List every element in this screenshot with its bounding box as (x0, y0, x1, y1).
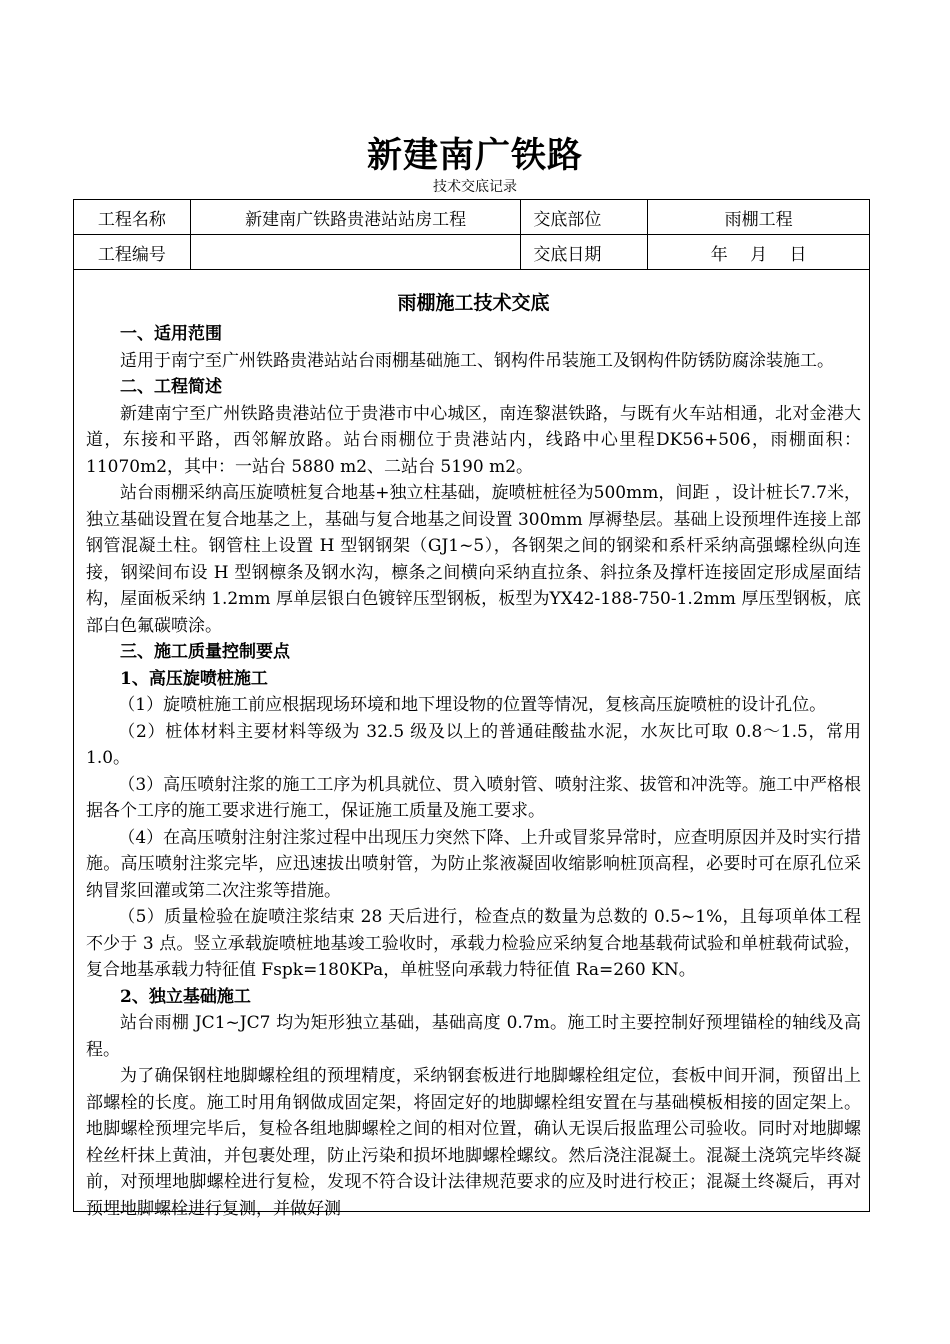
paragraph: 为了确保钢柱地脚螺栓组的预埋精度，采纳钢套板进行地脚螺栓组定位，套板中间开洞，预留出上部螺栓的长度。施工时用角钢做成固定架，将固定好的地脚螺栓组安置在与基础模板相接的固定架上。地脚螺栓预埋完毕后，复检各组地脚螺栓之间的相对位置，确认无误后报监理公司验收。同时对地脚螺栓丝杆抹上黄油，并包裹处理，防止污染和损坏地脚螺栓螺纹。然后浇注混凝土。混凝土浇筑完毕终凝前，对预埋地脚螺栓进行复检，发现不符合设计法律规范要求的应及时进行校正；混凝土终凝后，再对预埋地脚螺栓进行复测，并做好测 (86, 1066, 861, 1219)
project-number-value (190, 235, 521, 270)
subsection-title: 2、独立基础施工 (120, 986, 251, 1007)
info-row-project-number (74, 235, 870, 270)
handover-part-value: 雨棚工程 (648, 200, 870, 235)
section-title: 二、工程简述 (120, 377, 222, 397)
paragraph: 新建南宁至广州铁路贵港站位于贵港市中心城区，南连黎湛铁路，与既有火车站相通，北对金港大道，东接和平路，西邻解放路。站台雨棚位于贵港站内，线路中心里程DK56+506，雨棚面积：11070m2，其中：一站台 5880 m2、二站台 5190 m2。 (86, 403, 861, 477)
paragraph: 适用于南宁至广州铁路贵港站站台雨棚基础施工、钢构件吊装施工及钢构件防锈防腐涂装施工。 (120, 350, 834, 371)
document-subtitle: 技术交底记录 (433, 179, 517, 195)
info-row-project-name (74, 200, 870, 235)
project-name-value: 新建南广铁路贵港站站房工程 (190, 200, 521, 235)
paragraph: （1）旋喷桩施工前应根据现场环境和地下埋设物的位置等情况，复核高压旋喷桩的设计孔位。 (118, 695, 827, 715)
subsection-title: 1、高压旋喷桩施工 (120, 668, 268, 689)
section-title: 一、适用范围 (120, 324, 222, 344)
content-body (86, 287, 861, 1222)
paragraph: 站台雨棚 JC1~JC7 均为矩形独立基础，基础高度 0.7m。施工时主要控制好预埋锚栓的轴线及高程。 (86, 1013, 861, 1060)
handover-part-label: 交底部位 (521, 200, 648, 235)
handover-date-value: 年 月 日 (648, 235, 870, 270)
paragraph: （4）在高压喷射注射注浆过程中出现压力突然下降、上升或冒浆异常时，应查明原因并及时实行措施。高压喷射注浆完毕，应迅速拔出喷射管，为防止浆液凝固收缩影响桩顶高程，必要时可在原孔位采纳冒浆回灌或第二次注浆等措施。 (86, 827, 861, 901)
project-number-label: 工程编号 (74, 235, 191, 270)
paragraph: 站台雨棚采纳高压旋喷桩复合地基+独立柱基础，旋喷桩桩径为500mm，间距 ，设计桩长7.7米，独立基础设置在复合地基之上，基础与复合地基之间设置 300mm 厚褥垫层。基础上设预埋件连接上部钢管混凝土柱。钢管柱上设置 H 型钢钢架（GJ1~5），各钢架之间的钢梁和系杆采纳高强螺栓纵向连接，钢梁间布设 H 型钢檩条及钢水沟，檩条之间横向采纳直拉条、斜拉条及撑杆连接固定形成屋面结构，屋面板采纳 1.2mm 厚单层银白色镀锌压型钢板，板型为YX42-188-750-1.2mm 厚压型钢板，底部白色氟碳喷涂。 (86, 483, 861, 636)
section-title: 三、施工质量控制要点 (120, 642, 290, 662)
paragraph: （3）高压喷射注浆的施工工序为机具就位、贯入喷射管、喷射注浆、拔管和冲洗等。施工中严格根据各个工序的施工要求进行施工，保证施工质量及施工要求。 (86, 774, 861, 821)
info-table (73, 199, 870, 270)
content-heading: 雨棚施工技术交底 (397, 292, 550, 314)
handover-date-label: 交底日期 (521, 235, 648, 270)
project-name-label: 工程名称 (74, 200, 191, 235)
paragraph: （5）质量检验在旋喷注浆结束 28 天后进行，检查点的数量为总数的 0.5~1%，且每项单体工程不少于 3 点。竖立承载旋喷桩地基竣工验收时，承载力检验应采纳复合地基载荷试验和单桩载荷试验，复合地基承载力特征值 Fspk=180KPa，单桩竖向承载力特征值 Ra=260 KN。 (86, 907, 861, 980)
document-title: 新建南广铁路 (366, 135, 583, 176)
paragraph: （2）桩体材料主要材料等级为 32.5 级及以上的普通硅酸盐水泥，水灰比可取 0.8～1.5，常用 1.0。 (86, 721, 861, 768)
